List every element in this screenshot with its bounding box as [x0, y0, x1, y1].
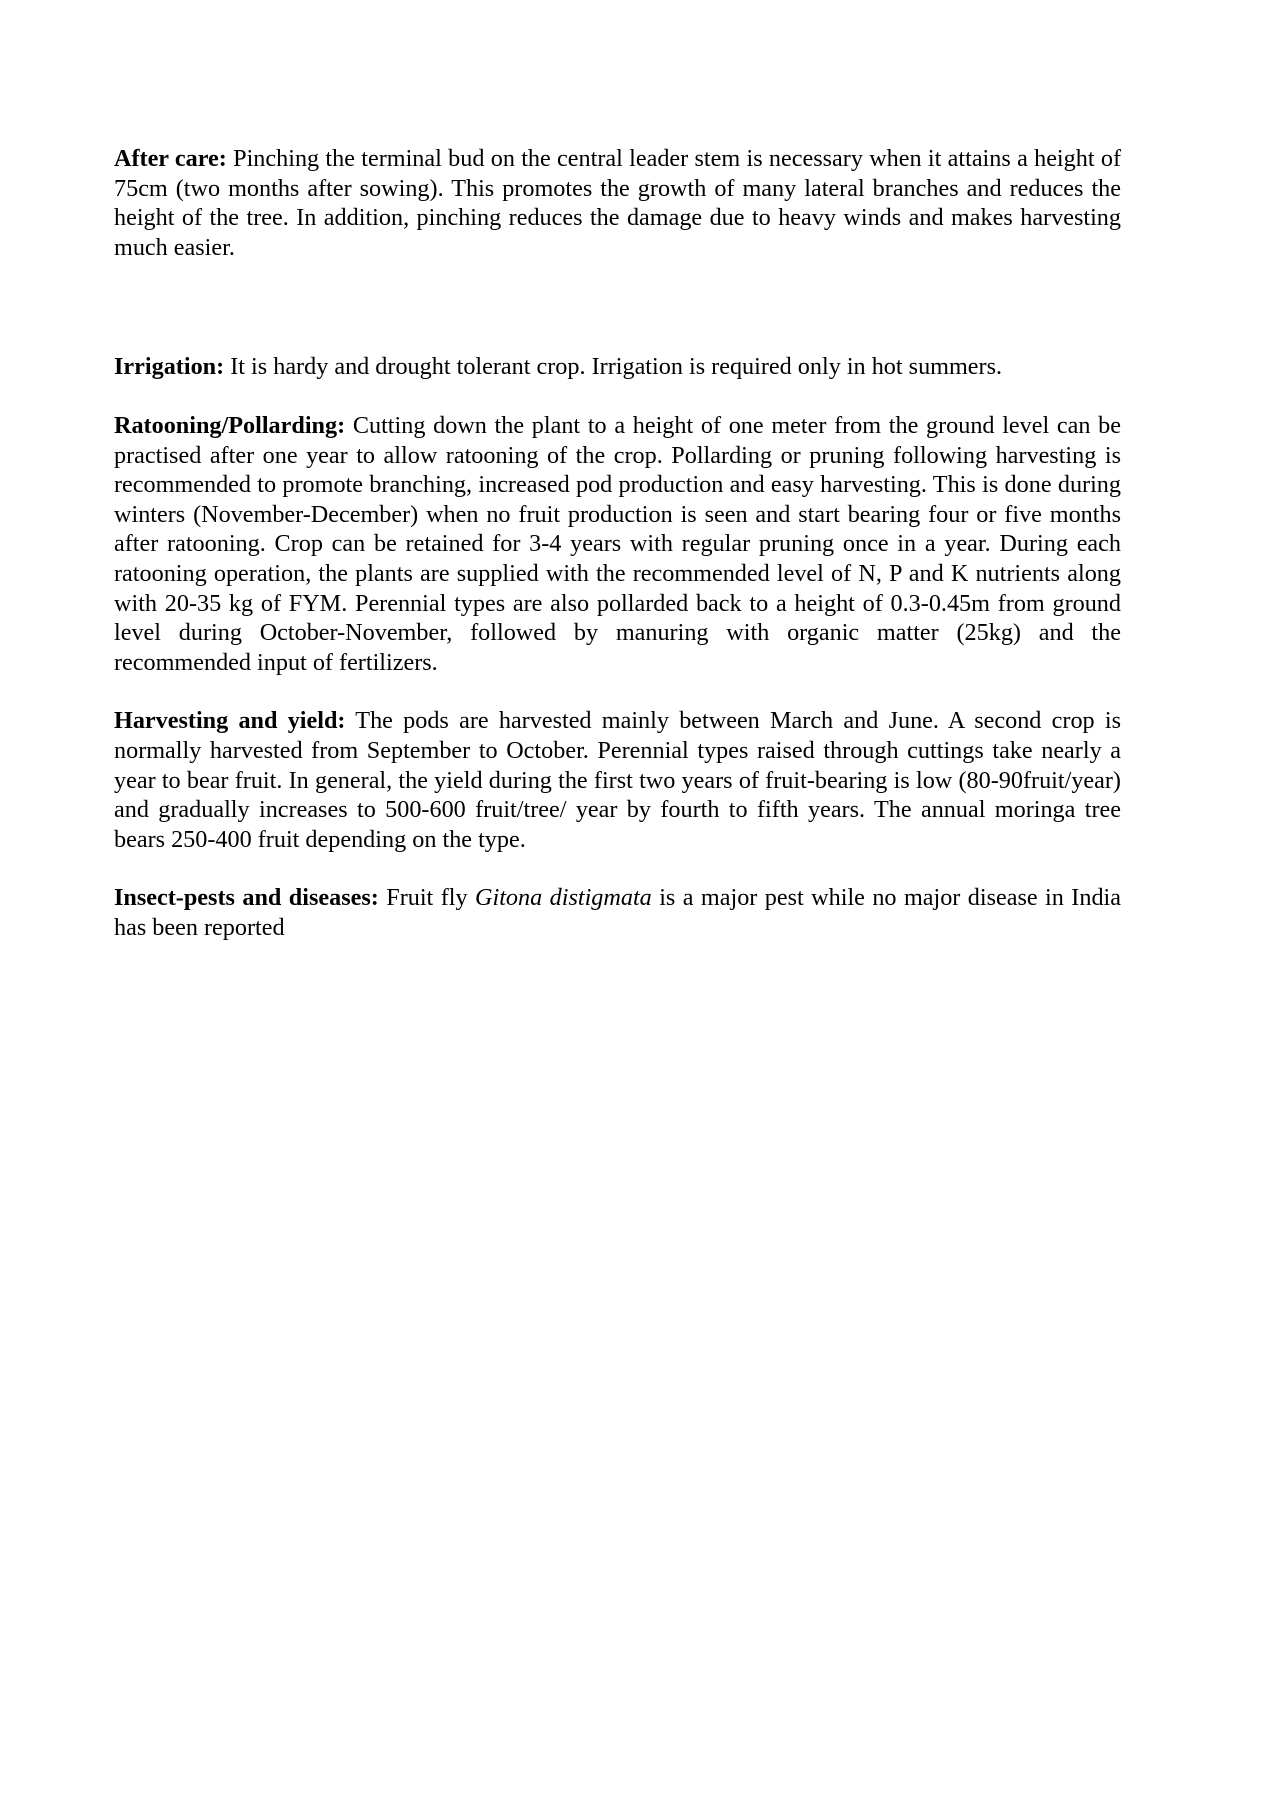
- text-ratooning: Cutting down the plant to a height of one meter from the ground level can be practised after one year to allow ratooning of the crop. Pollarding or pruning following harvesting is recommended to promote branching, increased pod production and easy harvesting. This is done during winters (November-December) when no fruit production is seen and start bearing four or five months after ratooning. Crop can be retained for 3-4 years with regular pruning once in a year. During each ratooning operation, the plants are supplied with the recommended level of N, P and K nutrients along with 20-35 kg of FYM. Perennial types are also pollarded back to a height of 0.3-0.45m from ground level during October-November, followed by manuring with organic matter (25kg) and the recommended input of fertilizers.: [114, 411, 1121, 676]
- paragraph-irrigation: [114, 352, 1121, 382]
- text-after-care: Pinching the terminal bud on the central leader stem is necessary when it attains a height of 75cm (two months after sowing). This promotes the growth of many lateral branches and reduces the height of the tree. In addition, pinching reduces the damage due to heavy winds and makes harvesting much easier.: [114, 145, 1121, 261]
- species-name: Gitona distigmata: [475, 884, 652, 912]
- heading-irrigation: Irrigation:: [114, 353, 225, 381]
- heading-insect-pests: Insect-pests and diseases:: [114, 884, 379, 912]
- heading-ratooning: Ratooning/Pollarding:: [114, 411, 346, 439]
- text-irrigation: It is hardy and drought tolerant crop. Irrigation is required only in hot summers.: [224, 353, 1003, 381]
- heading-harvesting: Harvesting and yield:: [114, 707, 346, 735]
- paragraph-harvesting: [114, 706, 1121, 854]
- document-body: [114, 144, 1121, 942]
- paragraph-ratooning: [114, 411, 1121, 677]
- text-insect-pests-after: is a major pest while no major disease in India has been reported: [114, 884, 1121, 941]
- heading-after-care: After care:: [114, 145, 227, 172]
- text-insect-pests-before: Fruit fly: [378, 884, 476, 912]
- paragraph-after-care: [114, 144, 1121, 262]
- paragraph-insect-pests: [114, 883, 1121, 942]
- text-harvesting: The pods are harvested mainly between March and June. A second crop is normally harvested from September to October. Perennial types raised through cuttings take nearly a year to bear fruit. In general, the yield during the first two years of fruit-bearing is low (80-90fruit/year) and gradually increases to 500-600 fruit/tree/ year by fourth to fifth years. The annual moringa tree bears 250-400 fruit depending on the type.: [114, 707, 1122, 853]
